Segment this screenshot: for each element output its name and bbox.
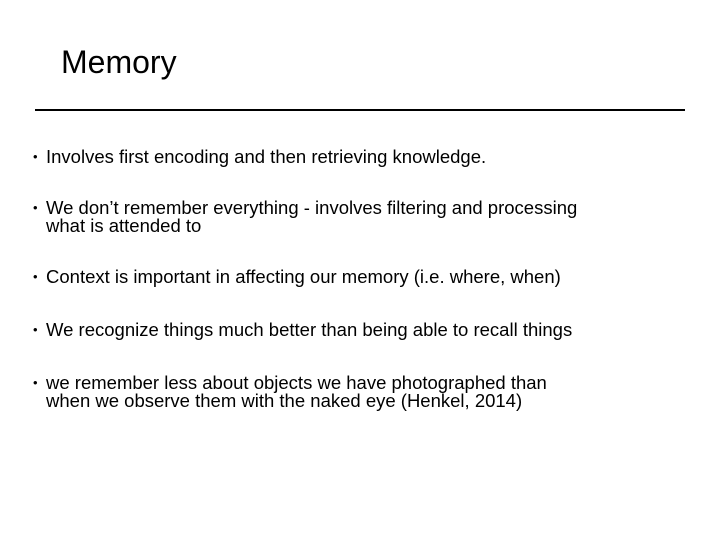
bullet-text-line: we remember less about objects we have photographed than bbox=[46, 372, 547, 393]
bullet-icon: • bbox=[33, 269, 38, 284]
bullet-text bbox=[33, 197, 693, 236]
bullet-text bbox=[33, 266, 693, 287]
bullet-icon: • bbox=[33, 375, 38, 390]
bullet-text-line: We don’t remember everything - involves filtering and processing bbox=[46, 197, 578, 218]
slide-title: Memory bbox=[61, 44, 177, 80]
bullet-text-line: Involves first encoding and then retrieving knowledge. bbox=[46, 146, 487, 167]
bullet-text-line: when we observe them with the naked eye (Henkel, 2014) bbox=[46, 390, 523, 411]
bullet-icon: • bbox=[33, 149, 38, 164]
bullet-text bbox=[33, 319, 693, 340]
bullet-item bbox=[33, 266, 693, 287]
bullet-text-line: what is attended to bbox=[46, 215, 202, 236]
bullet-item bbox=[33, 319, 693, 340]
title-divider bbox=[35, 109, 685, 111]
bullet-text bbox=[33, 372, 693, 411]
bullet-item bbox=[33, 197, 693, 236]
bullet-item bbox=[33, 146, 693, 167]
bullet-icon: • bbox=[33, 322, 38, 337]
bullet-icon: • bbox=[33, 200, 38, 215]
bullet-text bbox=[33, 146, 693, 167]
bullet-item bbox=[33, 372, 693, 411]
bullet-text-line: Context is important in affecting our memory (i.e. where, when) bbox=[46, 266, 561, 287]
bullet-text-line: We recognize things much better than being able to recall things bbox=[46, 319, 573, 340]
